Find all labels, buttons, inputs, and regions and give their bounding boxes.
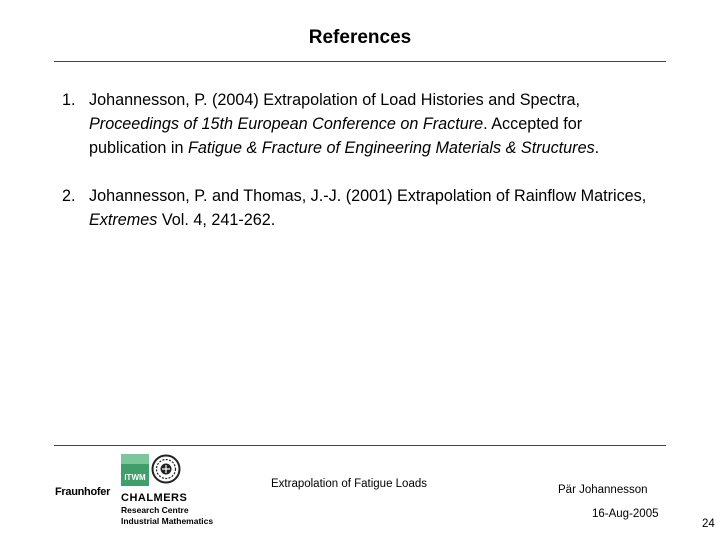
reference-text [89, 91, 599, 157]
reference-segment: . [594, 139, 600, 157]
reference-number: 2. [62, 187, 76, 205]
presentation-date: 16-Aug-2005 [592, 508, 659, 520]
title-divider [54, 61, 666, 62]
reference-italic-segment: Fatigue & Fracture of Engineering Materials & Structures [188, 139, 595, 157]
page-number: 24 [702, 518, 715, 530]
reference-segment: . Accepted for publication in [89, 115, 583, 157]
reference-item [62, 88, 662, 160]
industrial-mathematics-label: Industrial Mathematics [121, 516, 214, 526]
reference-list [62, 88, 662, 256]
institution-logos [55, 452, 235, 532]
slide-title: References [308, 27, 412, 48]
itwm-logo-band [121, 454, 149, 464]
footer-divider [54, 445, 666, 446]
fraunhofer-logo: Fraunhofer [55, 486, 111, 498]
reference-item [62, 184, 662, 232]
reference-segment: Johannesson, P. and Thomas, J.-J. (2001) Extrapolation of Rainflow Matrices, [89, 187, 647, 205]
chalmers-seal-icon [151, 454, 181, 484]
author-name: Pär Johannesson [558, 484, 648, 496]
reference-italic-segment: Proceedings of 15th European Conference on Fracture [89, 115, 484, 133]
reference-number: 1. [62, 91, 76, 109]
reference-segment: Johannesson, P. (2004) Extrapolation of Load Histories and Spectra, [89, 91, 581, 109]
research-centre-label: Research Centre [121, 505, 189, 515]
presentation-title: Extrapolation of Fatigue Loads [271, 478, 427, 490]
reference-italic-segment: Extremes [89, 211, 158, 229]
reference-segment: Vol. 4, 241-262. [157, 211, 276, 229]
itwm-logo-text: ITWM [124, 473, 146, 482]
chalmers-logo: CHALMERS [121, 492, 188, 504]
reference-text [89, 187, 646, 229]
